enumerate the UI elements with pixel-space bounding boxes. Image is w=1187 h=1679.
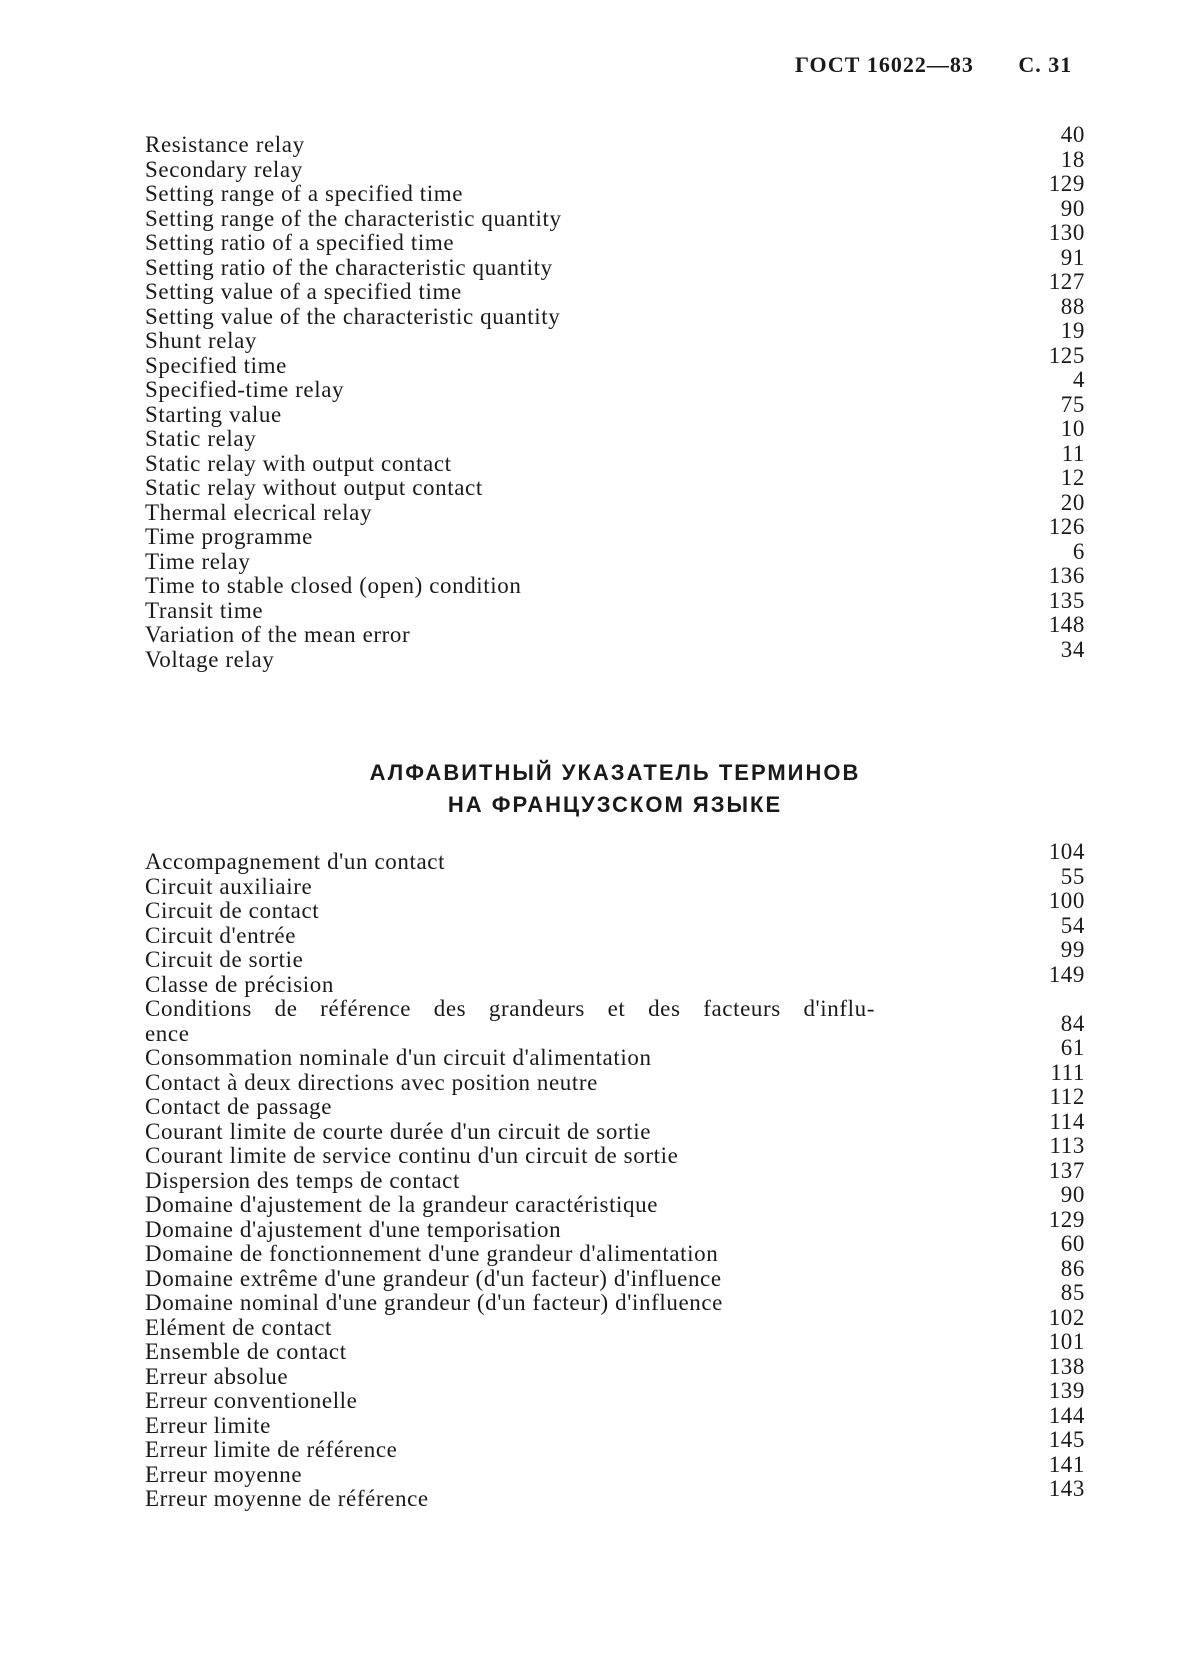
index-number: 90: [1060, 195, 1085, 221]
index-number: 19: [1060, 318, 1085, 343]
index-number: 145: [1048, 1427, 1085, 1452]
index-number: 61: [1060, 1035, 1085, 1060]
index-term: Erreur moyenne de référence: [145, 1486, 429, 1511]
index-term: Time to stable closed (open) condition: [145, 573, 522, 598]
index-entry: [145, 1476, 1085, 1511]
index-number: 143: [1048, 1476, 1085, 1501]
index-number: 112: [1049, 1084, 1085, 1109]
index-entry: [145, 888, 1085, 923]
index-term: Contact à deux directions avec position neutre: [145, 1069, 598, 1095]
index-number: 60: [1060, 1231, 1085, 1256]
section-title-line: НА ФРАНЦУЗСКОМ ЯЗЫКЕ: [447, 792, 783, 817]
index-entry: [145, 293, 1085, 329]
index-term: Setting value of a specified time: [145, 279, 462, 304]
index-term: Courant limite de courte durée d'un circuit de sortie: [145, 1118, 652, 1144]
index-entry: [145, 1427, 1085, 1462]
index-term: Domaine nominal d'une grandeur (d'un facteur) d'influence: [145, 1290, 723, 1315]
index-entry: [145, 318, 1085, 353]
index-entry: [145, 863, 1085, 899]
index-term: Setting range of a specified time: [145, 181, 464, 206]
french-term-index: [145, 839, 1085, 1511]
index-number: 149: [1048, 961, 1085, 987]
index-number: 104: [1048, 839, 1085, 864]
index-entry: [145, 1329, 1085, 1364]
section-title: [330, 757, 900, 821]
index-term: Static relay: [145, 426, 257, 451]
index-term: Specified time: [145, 352, 287, 378]
index-term: Thermal elecrical relay: [145, 499, 373, 525]
index-entry: [145, 342, 1085, 378]
index-entry: [145, 244, 1085, 280]
index-term: ence: [145, 1020, 190, 1046]
index-term: Circuit de sortie: [145, 947, 304, 972]
index-entry: [145, 912, 1085, 948]
index-number: 135: [1048, 587, 1085, 613]
index-entry: [145, 146, 1085, 182]
index-entry: [145, 612, 1085, 647]
index-term: Conditions de référence des grandeurs et des facteurs d'influ-: [145, 996, 875, 1021]
index-entry: [145, 514, 1085, 549]
index-number: 40: [1060, 122, 1085, 147]
index-entry: [145, 538, 1085, 574]
index-term: Time relay: [145, 548, 251, 574]
index-number: 75: [1060, 391, 1085, 417]
index-number: 34: [1060, 636, 1085, 662]
index-term: Erreur absolue: [145, 1363, 289, 1389]
index-term: Domaine extrême d'une grandeur (d'un facteur) d'influence: [145, 1265, 722, 1291]
index-entry: [145, 563, 1085, 598]
index-term: Circuit de contact: [145, 898, 320, 923]
index-term: Starting value: [145, 401, 282, 427]
index-entry: [145, 440, 1085, 476]
index-term: Static relay without output contact: [145, 475, 483, 500]
index-term: Domaine d'ajustement de la grandeur caractéristique: [145, 1192, 659, 1217]
index-term: Ensemble de contact: [145, 1339, 347, 1364]
index-entry: [145, 636, 1085, 672]
index-entry: [145, 1255, 1085, 1291]
index-number: 126: [1048, 514, 1085, 539]
index-entry: [145, 1182, 1085, 1217]
index-entry: [145, 961, 1085, 997]
index-entry: [145, 937, 1085, 972]
index-number: 18: [1060, 146, 1085, 172]
index-term: Elément de contact: [145, 1314, 333, 1340]
index-number: 138: [1048, 1353, 1085, 1379]
index-number: 113: [1049, 1133, 1085, 1158]
index-entry: [145, 122, 1085, 157]
index-entry: [145, 1157, 1085, 1193]
index-number: 102: [1048, 1304, 1085, 1330]
index-entry: [145, 1108, 1085, 1144]
index-term: Courant limite de service continu d'un circuit de sortie: [145, 1143, 679, 1168]
index-number: 148: [1048, 612, 1085, 637]
index-entry: [145, 416, 1085, 451]
index-number: 101: [1048, 1329, 1085, 1354]
index-entry: [145, 269, 1085, 304]
index-term: Transit time: [145, 597, 264, 623]
index-entry: [145, 1280, 1085, 1315]
index-entry: [145, 587, 1085, 623]
index-number: 86: [1060, 1255, 1085, 1281]
index-entry: [145, 1010, 1085, 1046]
index-entry: [145, 220, 1085, 255]
index-term: Classe de précision: [145, 971, 334, 997]
index-number: 125: [1048, 342, 1085, 368]
page-number: С. 31: [1018, 52, 1073, 77]
index-term: Static relay with output contact: [145, 450, 452, 476]
index-term: Accompagnement d'un contact: [145, 849, 446, 874]
index-number: 4: [1072, 367, 1085, 392]
index-number: 127: [1048, 269, 1085, 294]
index-entry: [145, 1353, 1085, 1389]
index-number: 130: [1048, 220, 1085, 245]
index-number: 90: [1060, 1182, 1085, 1207]
index-term: Erreur limite de référence: [145, 1437, 398, 1462]
index-number: 111: [1050, 1059, 1085, 1085]
index-number: 141: [1048, 1451, 1085, 1477]
index-number: 144: [1048, 1402, 1085, 1428]
index-entry: [145, 1133, 1085, 1168]
index-term: Time programme: [145, 524, 313, 549]
index-term: Setting value of the characteristic quantity: [145, 303, 561, 329]
index-term: Shunt relay: [145, 328, 257, 353]
index-term: Setting ratio of a specified time: [145, 230, 455, 255]
index-term: Erreur conventionelle: [145, 1388, 358, 1413]
index-entry: [145, 839, 1085, 874]
index-number: 54: [1060, 912, 1085, 938]
index-entry: [145, 1084, 1085, 1119]
index-term: Setting range of the characteristic quantity: [145, 205, 562, 231]
index-entry: [145, 171, 1085, 206]
index-entry: [145, 195, 1085, 231]
index-term: Circuit auxiliaire: [145, 873, 313, 899]
index-number: 129: [1048, 171, 1085, 196]
index-entry: [145, 1304, 1085, 1340]
index-number: 114: [1049, 1108, 1085, 1134]
index-number: 85: [1060, 1280, 1085, 1305]
index-number: 10: [1060, 416, 1085, 441]
index-number: 11: [1061, 440, 1085, 466]
index-number: 139: [1048, 1378, 1085, 1403]
index-entry: [145, 367, 1085, 402]
index-entry: [145, 1231, 1085, 1266]
index-entry: [145, 391, 1085, 427]
english-term-index: [145, 122, 1085, 672]
index-term: Erreur moyenne: [145, 1461, 303, 1487]
index-entry: [145, 1451, 1085, 1487]
index-number: 91: [1060, 244, 1085, 270]
index-entry: [145, 987, 1085, 1021]
page-header: [795, 52, 1095, 78]
index-term: Erreur limite: [145, 1412, 271, 1438]
index-entry: [145, 1035, 1085, 1070]
index-term: Voltage relay: [145, 646, 275, 672]
index-entry: [145, 489, 1085, 525]
index-term: Secondary relay: [145, 156, 303, 182]
index-number: 137: [1048, 1157, 1085, 1183]
index-number: 20: [1060, 489, 1085, 515]
section-title-line: АЛФАВИТНЫЙ УКАЗАТЕЛЬ ТЕРМИНОВ: [369, 760, 861, 785]
index-number: 6: [1072, 538, 1085, 564]
index-term: Dispersion des temps de contact: [145, 1167, 460, 1193]
index-number: 136: [1048, 563, 1085, 588]
index-entry: [145, 1378, 1085, 1413]
index-term: Contact de passage: [145, 1094, 333, 1119]
index-term: Circuit d'entrée: [145, 922, 297, 948]
index-entry: [145, 1206, 1085, 1242]
index-term: Domaine d'ajustement d'une temporisation: [145, 1216, 562, 1242]
index-number: 129: [1048, 1206, 1085, 1232]
index-number: 100: [1048, 888, 1085, 913]
index-number: 12: [1060, 465, 1085, 490]
index-entry: [145, 465, 1085, 500]
index-entry: [145, 1402, 1085, 1438]
index-term: Consommation nominale d'un circuit d'alimentation: [145, 1045, 652, 1070]
index-term: Variation of the mean error: [145, 622, 411, 647]
index-term: Resistance relay: [145, 132, 305, 157]
index-number: 84: [1060, 1010, 1085, 1036]
document-code: ГОСТ 16022—83: [795, 52, 974, 77]
index-number: 99: [1060, 937, 1085, 962]
index-term: Specified-time relay: [145, 377, 345, 402]
index-entry: [145, 1059, 1085, 1095]
index-term: Setting ratio of the characteristic quantity: [145, 254, 553, 280]
index-term: Domaine de fonctionnement d'une grandeur d'alimentation: [145, 1241, 719, 1266]
index-number: 55: [1060, 863, 1085, 889]
index-number: 88: [1060, 293, 1085, 319]
